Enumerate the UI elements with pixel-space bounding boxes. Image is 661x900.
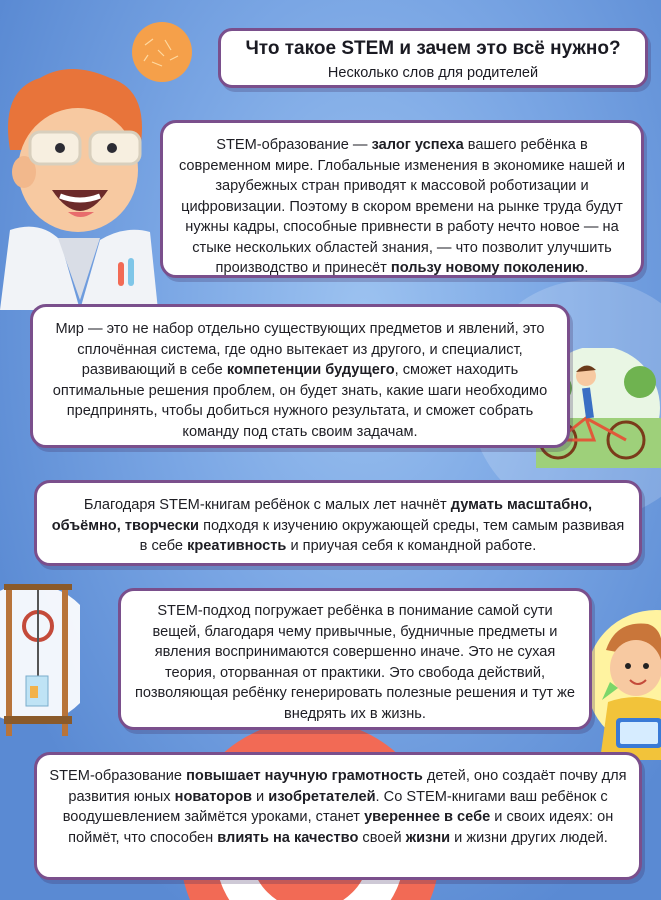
- paragraph-text: Мир — это не набор отдельно существующих предметов и явлений, это сплочённая система, где одно вытекает из другого, и специалист, развивающий в себе: [55, 321, 545, 378]
- highlight-text: залог успеха: [371, 137, 464, 153]
- paragraph-box-2: [30, 304, 570, 448]
- highlight-text: влиять на качество: [217, 829, 359, 846]
- paragraph-text: STEM-образование —: [216, 137, 372, 153]
- paragraph-text: и: [251, 788, 269, 805]
- highlight-text: компетенции будущего: [226, 362, 395, 378]
- highlight-text: жизни: [405, 829, 451, 846]
- highlight-text: увереннее в себе: [364, 809, 491, 825]
- page-subtitle: Несколько слов для родителей: [327, 65, 539, 81]
- child-with-tablet-illustration: [586, 590, 661, 760]
- paragraph-text: . Со STEM-книгами ваш ребёнок с воодушевлением займётся уроками, станет: [62, 788, 608, 825]
- paragraph-text: детей, оно создаёт почву для развития юных: [68, 768, 627, 805]
- paragraph-text: и приучая себя к командной работе.: [286, 538, 537, 554]
- paragraph-text: и жизни других людей.: [450, 829, 608, 846]
- paragraph-box-4: [118, 588, 592, 730]
- paragraph-text: вашего ребёнка в современном мире. Глобальные изменения в экономике нашей и зарубежных стран приводят к массовой роботизации и цифровизации. Поэтому в скором времени на рынке труда будут нужны кадры, способные привнести в работу нечто новое — на стыке нескольких областей знания, — что позволит улучшить производство и принесёт: [178, 137, 626, 276]
- paragraph-text: STEM-образование: [49, 768, 187, 784]
- highlight-text: креативность: [187, 538, 287, 554]
- page-title: Что такое STEM и зачем это всё нужно?: [245, 38, 621, 59]
- paragraph-text: , сможет находить оптимальные решения проблем, он будет знать, какие шаги необходимо предпринять, чтобы добиться нужного результата, и сможет собрать команду под стать своим задачам.: [52, 362, 548, 440]
- highlight-text: изобретателей: [268, 788, 376, 805]
- paragraph-text: STEM-подход погружает ребёнка в понимание самой сути вещей, благодаря чему привычные, будничные предметы и явления воспринимаются совершенно иначе. Это не сухая теория, оторванная от практики. Это свобода действий, позволяющая ребёнку генерировать полезные решения и тут же внедрять их в жизнь.: [134, 603, 575, 722]
- highlight-text: повышает научную грамотность: [186, 768, 423, 784]
- lab-apparatus-illustration: [0, 566, 80, 746]
- highlight-text: пользу новому поколению: [390, 260, 585, 276]
- paragraph-box-1: [160, 120, 644, 278]
- highlight-text: новаторов: [174, 788, 252, 805]
- paragraph-text: и своих идеях: он поймёт, что способен: [68, 809, 614, 846]
- highlight-text: думать масштабно, объёмно, творчески: [51, 497, 593, 534]
- header-box: [218, 28, 648, 88]
- paragraph-text: своей: [358, 829, 406, 846]
- paragraph-text: .: [584, 260, 589, 276]
- paragraph-text: Благодаря STEM-книгам ребёнок с малых лет начнёт: [83, 497, 451, 513]
- paragraph-text: подходя к изучению окружающей среды, тем самым развивая в себе: [139, 517, 625, 554]
- paragraph-box-5: [34, 752, 642, 880]
- paragraph-box-3: [34, 480, 642, 566]
